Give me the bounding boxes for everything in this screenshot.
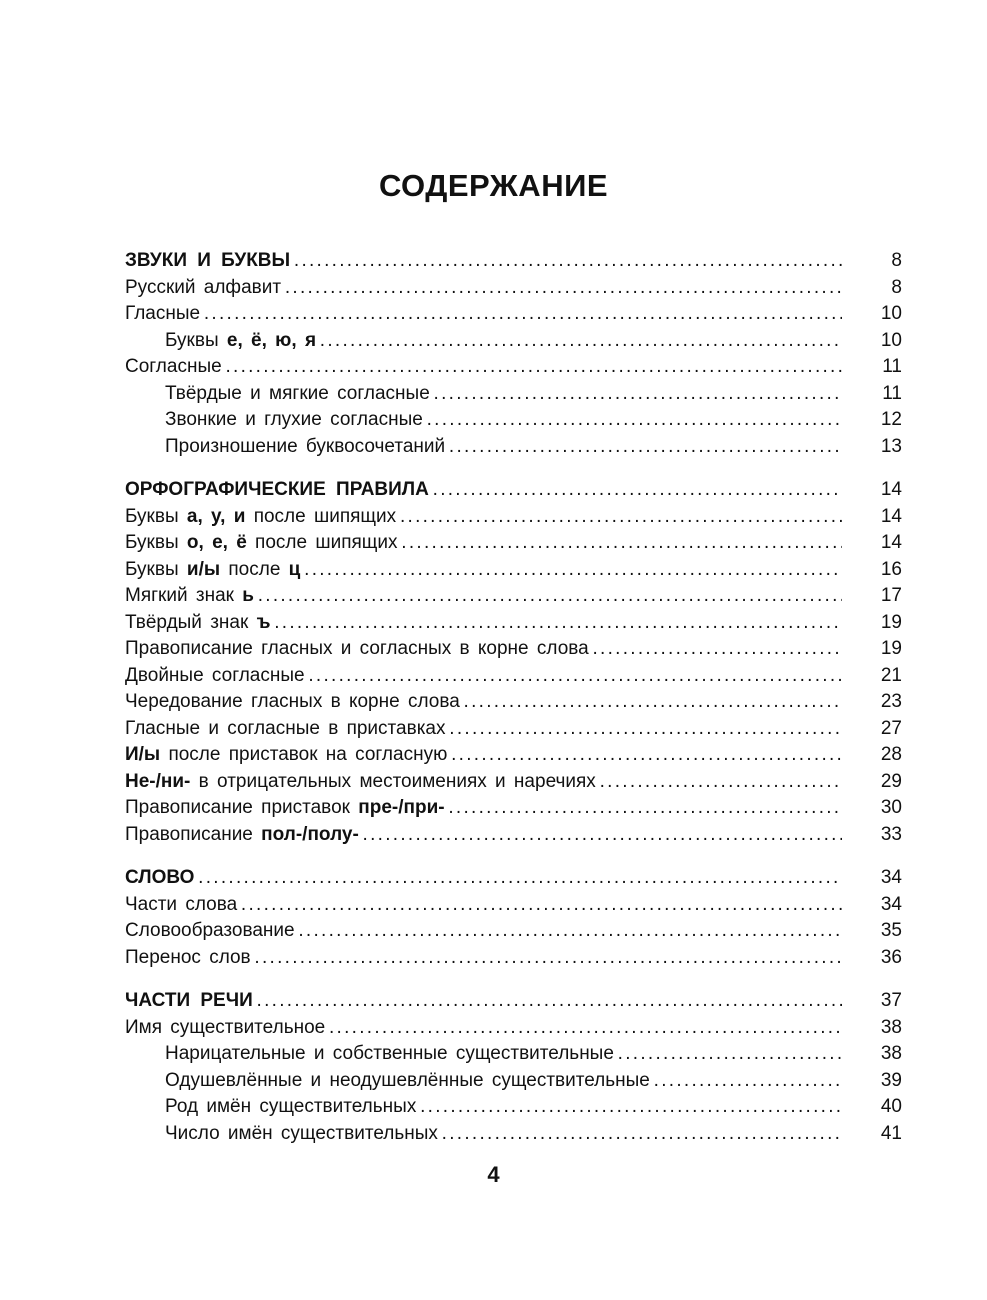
toc-entry-label (165, 1123, 438, 1144)
toc-entry-label (125, 771, 596, 792)
toc-heading-row[interactable] (125, 865, 902, 892)
toc-entry-label (125, 691, 460, 712)
toc-entry-bold-text: о, е, ё (186, 532, 247, 553)
toc-entry-title (125, 248, 842, 275)
toc-entry-text: Имя существительное (125, 1016, 326, 1038)
toc-entry-label (125, 744, 447, 765)
toc-entry-text: Произношение буквосочетаний (165, 435, 446, 457)
toc-entry-title (165, 1121, 842, 1148)
toc-entry-text: Звонкие и глухие согласные (165, 409, 423, 430)
toc-entry-label (125, 356, 222, 377)
table-of-contents (125, 248, 902, 1164)
toc-entry-title (125, 354, 842, 381)
toc-entry-row[interactable] (125, 716, 902, 743)
toc-entry-title (125, 504, 842, 531)
toc-entry-text: Гласные (125, 303, 201, 324)
toc-entry-text: Согласные (125, 356, 222, 377)
toc-entry-bold-text: ОРФОГРАФИЧЕСКИЕ ПРАВИЛА (125, 479, 429, 500)
toc-entry-row[interactable] (125, 275, 902, 302)
toc-entry-text: Словообразование (125, 920, 295, 941)
toc-entry-label (125, 920, 295, 941)
toc-entry-label (125, 532, 398, 553)
toc-page-number: 27 (880, 717, 902, 739)
toc-entry-row[interactable] (125, 945, 902, 972)
toc-entry-row[interactable] (125, 354, 902, 381)
toc-page-number: 17 (880, 585, 902, 606)
toc-entry-title (125, 865, 842, 892)
toc-entry-label (165, 1096, 416, 1117)
toc-page-number: 33 (880, 823, 902, 845)
toc-page-number: 35 (880, 920, 902, 941)
toc-entry-label (165, 409, 423, 430)
toc-page-number: 11 (882, 356, 902, 377)
toc-entry-row[interactable] (125, 636, 902, 663)
toc-section (125, 248, 902, 460)
toc-entry-bold-text: пол-/полу- (261, 823, 359, 845)
toc-entry-title (165, 1041, 842, 1068)
toc-entry-title (125, 636, 842, 663)
toc-entry-text: Род имён существительных (165, 1096, 417, 1117)
toc-entry-label (125, 947, 251, 968)
toc-entry-text: Буквы (125, 558, 187, 580)
toc-entry-text: Части слова (125, 893, 238, 915)
toc-entry-label (125, 479, 429, 500)
toc-entry-label (125, 303, 200, 324)
toc-entry-text: Твёрдые и мягкие согласные (165, 382, 430, 404)
toc-entry-label (125, 824, 359, 845)
toc-entry-title (165, 1068, 842, 1095)
toc-entry-text: после (220, 558, 289, 580)
toc-entry-text: Перенос слов (125, 946, 251, 968)
toc-entry-bold-text: е, ё, ю, я (226, 329, 317, 351)
toc-entry-bold-text: Не-/ни- (125, 770, 191, 792)
toc-entry-bold-text: СЛОВО (125, 867, 195, 888)
toc-entry-text: Правописание гласных и согласных в корне слова (125, 638, 589, 659)
toc-page-number: 29 (880, 770, 902, 792)
toc-entry-row[interactable] (125, 742, 902, 769)
toc-entry-bold-text: пре-/при- (358, 797, 445, 818)
toc-entry-row[interactable] (125, 769, 902, 796)
toc-entry-title (125, 716, 842, 743)
toc-section (125, 988, 902, 1147)
toc-entry-row[interactable] (125, 610, 902, 637)
toc-entry-title (125, 769, 842, 796)
toc-entry-bold-text: ЗВУКИ И БУКВЫ (125, 250, 291, 271)
page-number: 4 (487, 1162, 500, 1187)
toc-entry-row[interactable] (125, 1015, 902, 1042)
toc-page-number: 12 (880, 409, 902, 430)
toc-entry-title (125, 918, 842, 945)
toc-entry-label (125, 1017, 325, 1038)
toc-entry-row[interactable] (125, 663, 902, 690)
toc-entry-text: Мягкий знак (125, 585, 243, 606)
toc-entry-text: Твёрдый знак (125, 611, 257, 633)
toc-entry-row[interactable] (125, 557, 902, 584)
toc-entry-title (125, 557, 842, 584)
toc-heading-row[interactable] (125, 988, 902, 1015)
toc-entry-label (125, 990, 253, 1011)
toc-page-number: 10 (880, 329, 902, 351)
toc-page-number: 21 (880, 664, 902, 686)
toc-page-number: 11 (882, 382, 902, 404)
toc-entry-title (125, 663, 842, 690)
toc-page-number: 14 (880, 479, 902, 500)
toc-page-number: 19 (880, 638, 902, 659)
toc-entry-bold-text: и/ы (186, 558, 221, 580)
toc-entry-label (125, 277, 281, 298)
toc-entry-row[interactable] (125, 530, 902, 557)
toc-page-number: 41 (880, 1122, 902, 1144)
toc-entry-text: после шипящих (245, 505, 397, 527)
toc-entry-title (125, 892, 842, 919)
toc-page-number: 13 (880, 435, 902, 457)
toc-page-number: 28 (880, 744, 902, 765)
toc-entry-row[interactable] (125, 407, 902, 434)
toc-entry-label (125, 867, 194, 888)
toc-entry-label (125, 797, 445, 818)
toc-page-number: 10 (880, 303, 902, 324)
toc-page-number: 23 (880, 691, 902, 712)
toc-page-number: 34 (880, 893, 902, 915)
toc-entry-bold-text: ц (288, 558, 301, 580)
toc-entry-text: Правописание (125, 823, 262, 845)
toc-entry-text: Двойные согласные (125, 664, 305, 686)
toc-entry-text: в отрицательных местоимениях и наречиях (190, 770, 596, 792)
toc-entry-row[interactable] (125, 822, 902, 849)
toc-entry-row[interactable] (125, 892, 902, 919)
toc-page-number: 14 (880, 505, 902, 527)
toc-entry-text: Буквы (125, 505, 187, 527)
toc-entry-text: Правописание приставок (125, 797, 359, 818)
toc-page-number: 8 (891, 250, 902, 271)
toc-entry-label (125, 585, 254, 606)
toc-entry-text: Число имён существительных (165, 1122, 438, 1144)
toc-entry-row[interactable] (125, 583, 902, 610)
toc-entry-label (165, 330, 316, 351)
toc-entry-text: Буквы (125, 532, 187, 553)
toc-entry-label (165, 1043, 614, 1064)
toc-entry-title (125, 742, 842, 769)
toc-entry-title (125, 1015, 842, 1042)
toc-entry-label (125, 506, 396, 527)
toc-entry-row[interactable] (125, 328, 902, 355)
toc-entry-label (125, 638, 589, 659)
toc-entry-title (165, 1094, 842, 1121)
toc-entry-row[interactable] (125, 381, 902, 408)
toc-entry-text: после приставок на согласную (160, 744, 448, 765)
toc-entry-text: Чередование гласных в корне слова (125, 691, 460, 712)
toc-page-number: 14 (880, 532, 902, 553)
toc-entry-title (125, 795, 842, 822)
page-title: СОДЕРЖАНИЕ (378, 168, 609, 203)
toc-entry-bold-text: ъ (256, 611, 271, 633)
toc-entry-text: Нарицательные и собственные существительные (165, 1043, 614, 1064)
toc-entry-text: Одушевлённые и неодушевлённые существительные (165, 1069, 650, 1091)
toc-entry-title (125, 945, 842, 972)
toc-page-number: 38 (880, 1016, 902, 1038)
toc-entry-title (125, 988, 842, 1015)
toc-entry-title (165, 381, 842, 408)
toc-page-number: 34 (880, 867, 902, 888)
toc-page-number: 40 (880, 1096, 902, 1117)
toc-page-number: 36 (880, 946, 902, 968)
toc-entry-row[interactable] (125, 434, 902, 461)
toc-heading-row[interactable] (125, 248, 902, 275)
toc-section (125, 477, 902, 848)
toc-entry-bold-text: И/ы (125, 744, 161, 765)
toc-entry-row[interactable] (125, 795, 902, 822)
toc-entry-title (125, 610, 842, 637)
toc-page-number: 39 (880, 1069, 902, 1091)
toc-entry-bold-text: а, у, и (186, 505, 246, 527)
toc-entry-label (125, 250, 290, 271)
toc-entry-title (165, 407, 842, 434)
toc-entry-text: Гласные и согласные в приставках (125, 717, 446, 739)
toc-entry-label (125, 559, 300, 580)
toc-page-number: 16 (880, 558, 902, 580)
toc-entry-label (165, 436, 445, 457)
toc-entry-row[interactable] (125, 689, 902, 716)
toc-entry-title (125, 275, 842, 302)
toc-entry-label (125, 894, 237, 915)
toc-entry-title (125, 689, 842, 716)
toc-entry-row[interactable] (125, 918, 902, 945)
toc-entry-row[interactable] (125, 504, 902, 531)
toc-entry-row[interactable] (125, 1068, 902, 1095)
toc-heading-row[interactable] (125, 477, 902, 504)
toc-entry-title (125, 530, 842, 557)
toc-entry-title (165, 328, 842, 355)
toc-entry-label (165, 383, 430, 404)
toc-page-number: 30 (880, 797, 902, 818)
toc-entry-bold-text: ЧАСТИ РЕЧИ (125, 990, 253, 1011)
toc-entry-row[interactable] (125, 1094, 902, 1121)
toc-entry-text: Буквы (165, 329, 227, 351)
toc-page-number: 37 (880, 990, 902, 1011)
toc-entry-title (125, 301, 842, 328)
toc-entry-title (125, 477, 842, 504)
toc-entry-row[interactable] (125, 1041, 902, 1068)
toc-entry-label (125, 665, 305, 686)
toc-entry-row[interactable] (125, 301, 902, 328)
toc-entry-title (125, 822, 842, 849)
toc-page-number: 19 (880, 611, 902, 633)
toc-entry-row[interactable] (125, 1121, 902, 1148)
toc-entry-bold-text: ь (242, 585, 254, 606)
toc-entry-label (125, 718, 446, 739)
toc-page-number: 38 (880, 1043, 902, 1064)
toc-entry-label (125, 612, 270, 633)
toc-section (125, 865, 902, 971)
toc-entry-text: Русский алфавит (125, 276, 282, 298)
toc-page-number: 8 (891, 276, 902, 298)
toc-entry-label (165, 1070, 650, 1091)
toc-entry-text: после шипящих (246, 532, 398, 553)
toc-entry-title (125, 583, 842, 610)
toc-entry-title (165, 434, 842, 461)
